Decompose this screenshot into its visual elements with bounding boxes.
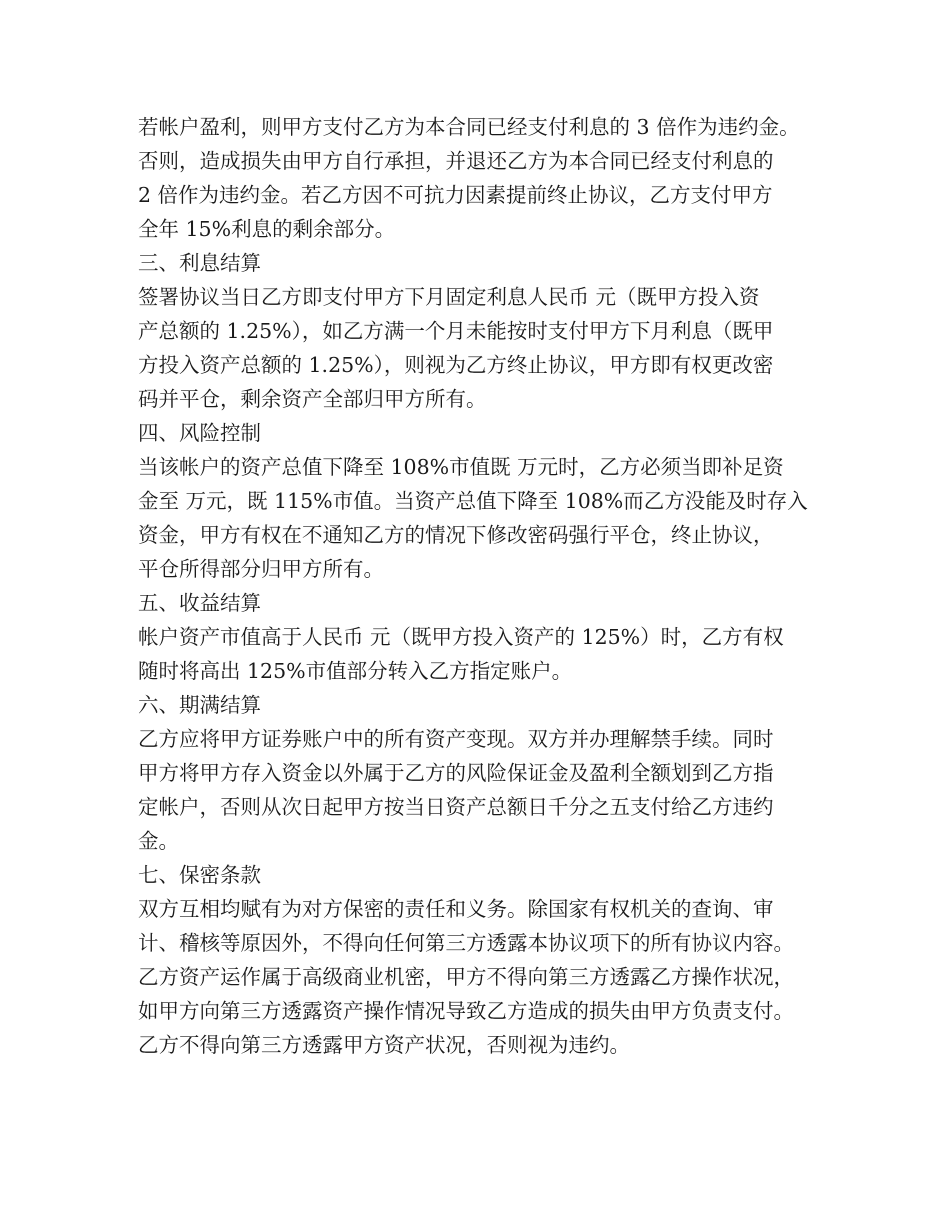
section-heading-interest-settlement: 三、利息结算 xyxy=(138,251,261,275)
document-page xyxy=(138,110,838,1062)
text-line: 平仓所得部分归甲方所有。 xyxy=(138,557,384,581)
text-line: 签署协议当日乙方即支付甲方下月固定利息人民币 元（既甲方投入资 xyxy=(138,285,760,309)
text-line: 乙方不得向第三方透露甲方资产状况，否则视为违约。 xyxy=(138,1033,630,1057)
paragraph-interest-settlement xyxy=(138,280,838,416)
section-heading-maturity-settlement: 六、期满结算 xyxy=(138,693,261,717)
text-line: 2 倍作为违约金。若乙方因不可抗力因素提前终止协议，乙方支付甲方 xyxy=(138,183,773,207)
text-line: 计、稽核等原因外，不得向任何第三方透露本协议项下的所有协议内容。 xyxy=(138,931,794,955)
text-line: 若帐户盈利，则甲方支付乙方为本合同已经支付利息的 3 倍作为违约金。 xyxy=(138,115,800,139)
text-line: 帐户资产市值高于人民币 元（既甲方投入资产的 125%）时，乙方有权 xyxy=(138,625,784,649)
paragraph-profit-settlement xyxy=(138,620,838,688)
text-line: 全年 15%利息的剩余部分。 xyxy=(138,217,396,241)
text-line: 金。 xyxy=(138,829,179,853)
text-line: 双方互相均赋有为对方保密的责任和义务。除国家有权机关的查询、审 xyxy=(138,897,774,921)
text-line: 资金，甲方有权在不通知乙方的情况下修改密码强行平仓，终止协议， xyxy=(138,523,774,547)
text-line: 乙方资产运作属于高级商业机密，甲方不得向第三方透露乙方操作状况， xyxy=(138,965,794,989)
section-heading-confidentiality: 七、保密条款 xyxy=(138,863,261,887)
section-heading-profit-settlement: 五、收益结算 xyxy=(138,591,261,615)
paragraph-confidentiality xyxy=(138,892,838,1062)
text-line: 产总额的 1.25%），如乙方满一个月未能按时支付甲方下月利息（既甲 xyxy=(138,319,774,343)
text-line: 乙方应将甲方证券账户中的所有资产变现。双方并办理解禁手续。同时 xyxy=(138,727,774,751)
text-line: 当该帐户的资产总值下降至 108%市值既 万元时，乙方必须当即补足资 xyxy=(138,455,784,479)
text-line: 码并平仓，剩余资产全部归甲方所有。 xyxy=(138,387,487,411)
paragraph-risk-control xyxy=(138,450,838,586)
paragraph-penalty-clause xyxy=(138,110,838,246)
section-heading-risk-control: 四、风险控制 xyxy=(138,421,261,445)
text-line: 否则，造成损失由甲方自行承担，并退还乙方为本合同已经支付利息的 xyxy=(138,149,774,173)
text-line: 随时将高出 125%市值部分转入乙方指定账户。 xyxy=(138,659,573,683)
text-line: 金至 万元，既 115%市值。当资产总值下降至 108%而乙方没能及时存入 xyxy=(138,489,808,513)
text-line: 方投入资产总额的 1.25%），则视为乙方终止协议，甲方即有权更改密 xyxy=(138,353,774,377)
text-line: 甲方将甲方存入资金以外属于乙方的风险保证金及盈利全额划到乙方指 xyxy=(138,761,774,785)
paragraph-maturity-settlement xyxy=(138,722,838,858)
text-line: 定帐户，否则从次日起甲方按当日资产总额日千分之五支付给乙方违约 xyxy=(138,795,774,819)
text-line: 如甲方向第三方透露资产操作情况导致乙方造成的损失由甲方负责支付。 xyxy=(138,999,794,1023)
